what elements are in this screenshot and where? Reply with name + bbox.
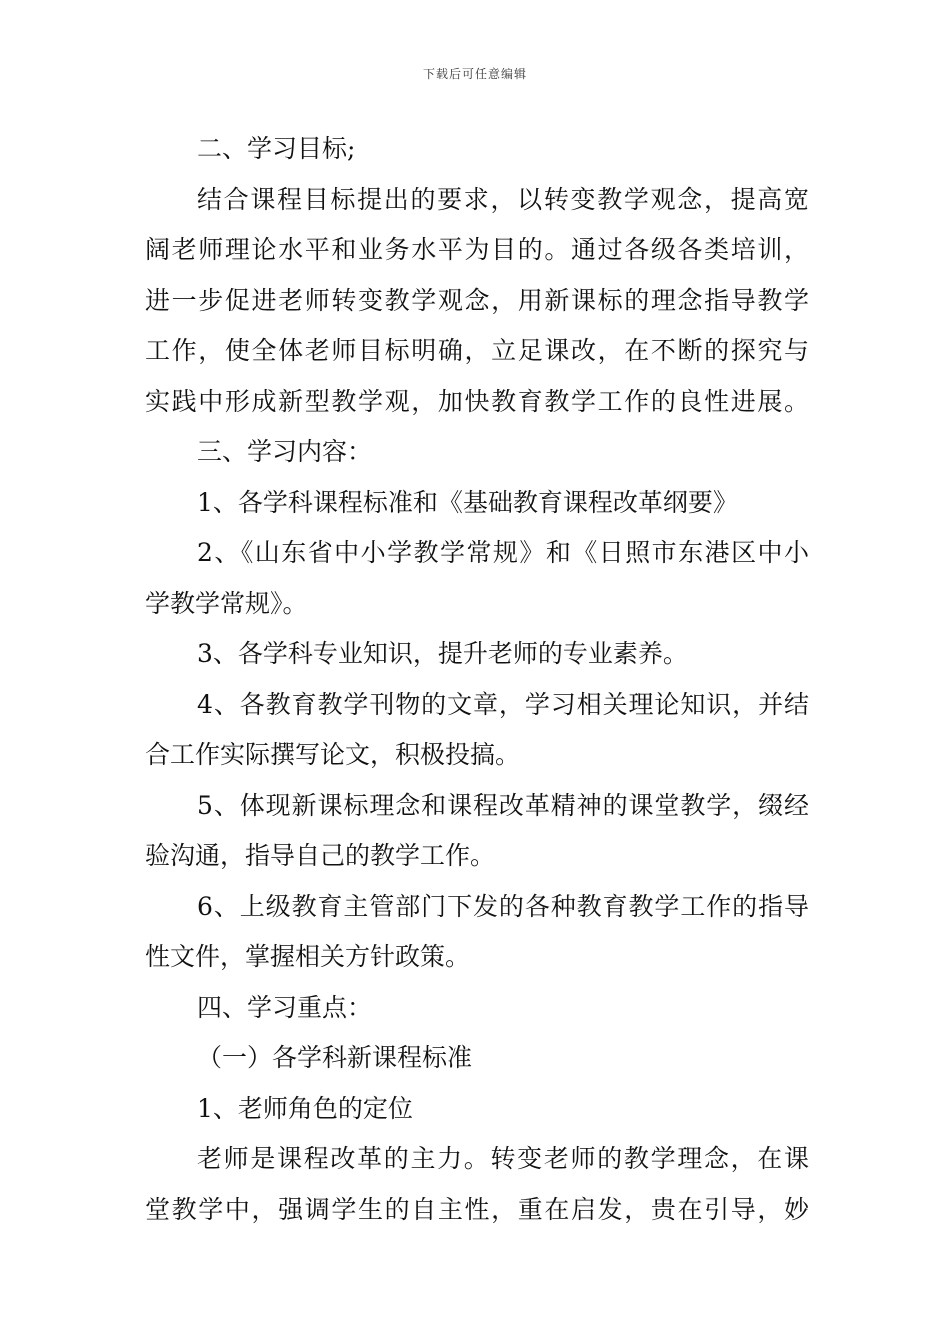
text-line: 阔老师理论水平和业务水平为目的。通过各级各类培训，	[145, 235, 809, 264]
text-line: 堂教学中，强调学生的自主性，重在启发，贵在引导，妙	[145, 1194, 809, 1224]
text-line: （一）各学科新课程标准	[197, 1043, 473, 1072]
text-line: 5、体现新课标理念和课程改革精神的课堂教学，缀经	[197, 790, 809, 820]
text-line: 二、学习目标;	[197, 134, 356, 163]
text-line: 四、学习重点：	[197, 992, 373, 1022]
text-line: 老师是课程改革的主力。转变老师的教学理念，在课	[197, 1144, 809, 1173]
text-line: 结合课程目标提出的要求，以转变教学观念，提高宽	[197, 184, 809, 214]
text-line: 工作，使全体老师目标明确，立足课改，在不断的探究与	[145, 336, 809, 365]
text-line: 性文件，掌握相关方针政策。	[145, 942, 471, 971]
text-line: 合工作实际撰写论文，积极投搞。	[145, 740, 521, 769]
text-line: 1、老师角色的定位	[197, 1093, 413, 1123]
text-line: 2、《山东省中小学教学常规》和《日照市东港区中小	[197, 538, 809, 567]
text-line: 6、上级教育主管部门下发的各种教育教学工作的指导	[197, 891, 809, 921]
text-line: 实践中形成新型教学观，加快教育教学工作的良性进展。	[145, 386, 809, 416]
text-line: 进一步促进老师转变教学观念，用新课标的理念指导教学	[145, 285, 809, 315]
text-line: 1、各学科课程标准和《基础教育课程改革纲要》	[197, 487, 738, 517]
text-line: 学教学常规》。	[145, 588, 308, 618]
document-body	[145, 124, 809, 1235]
text-line: 3、各学科专业知识，提升老师的专业素养。	[197, 639, 688, 668]
text-line: 三、学习内容：	[197, 437, 373, 466]
text-line: 4、各教育教学刊物的文章，学习相关理论知识，并结	[197, 689, 809, 719]
page-header-note: 下载后可任意编辑	[422, 67, 527, 81]
text-line: 验沟通，指导自己的教学工作。	[145, 841, 496, 870]
